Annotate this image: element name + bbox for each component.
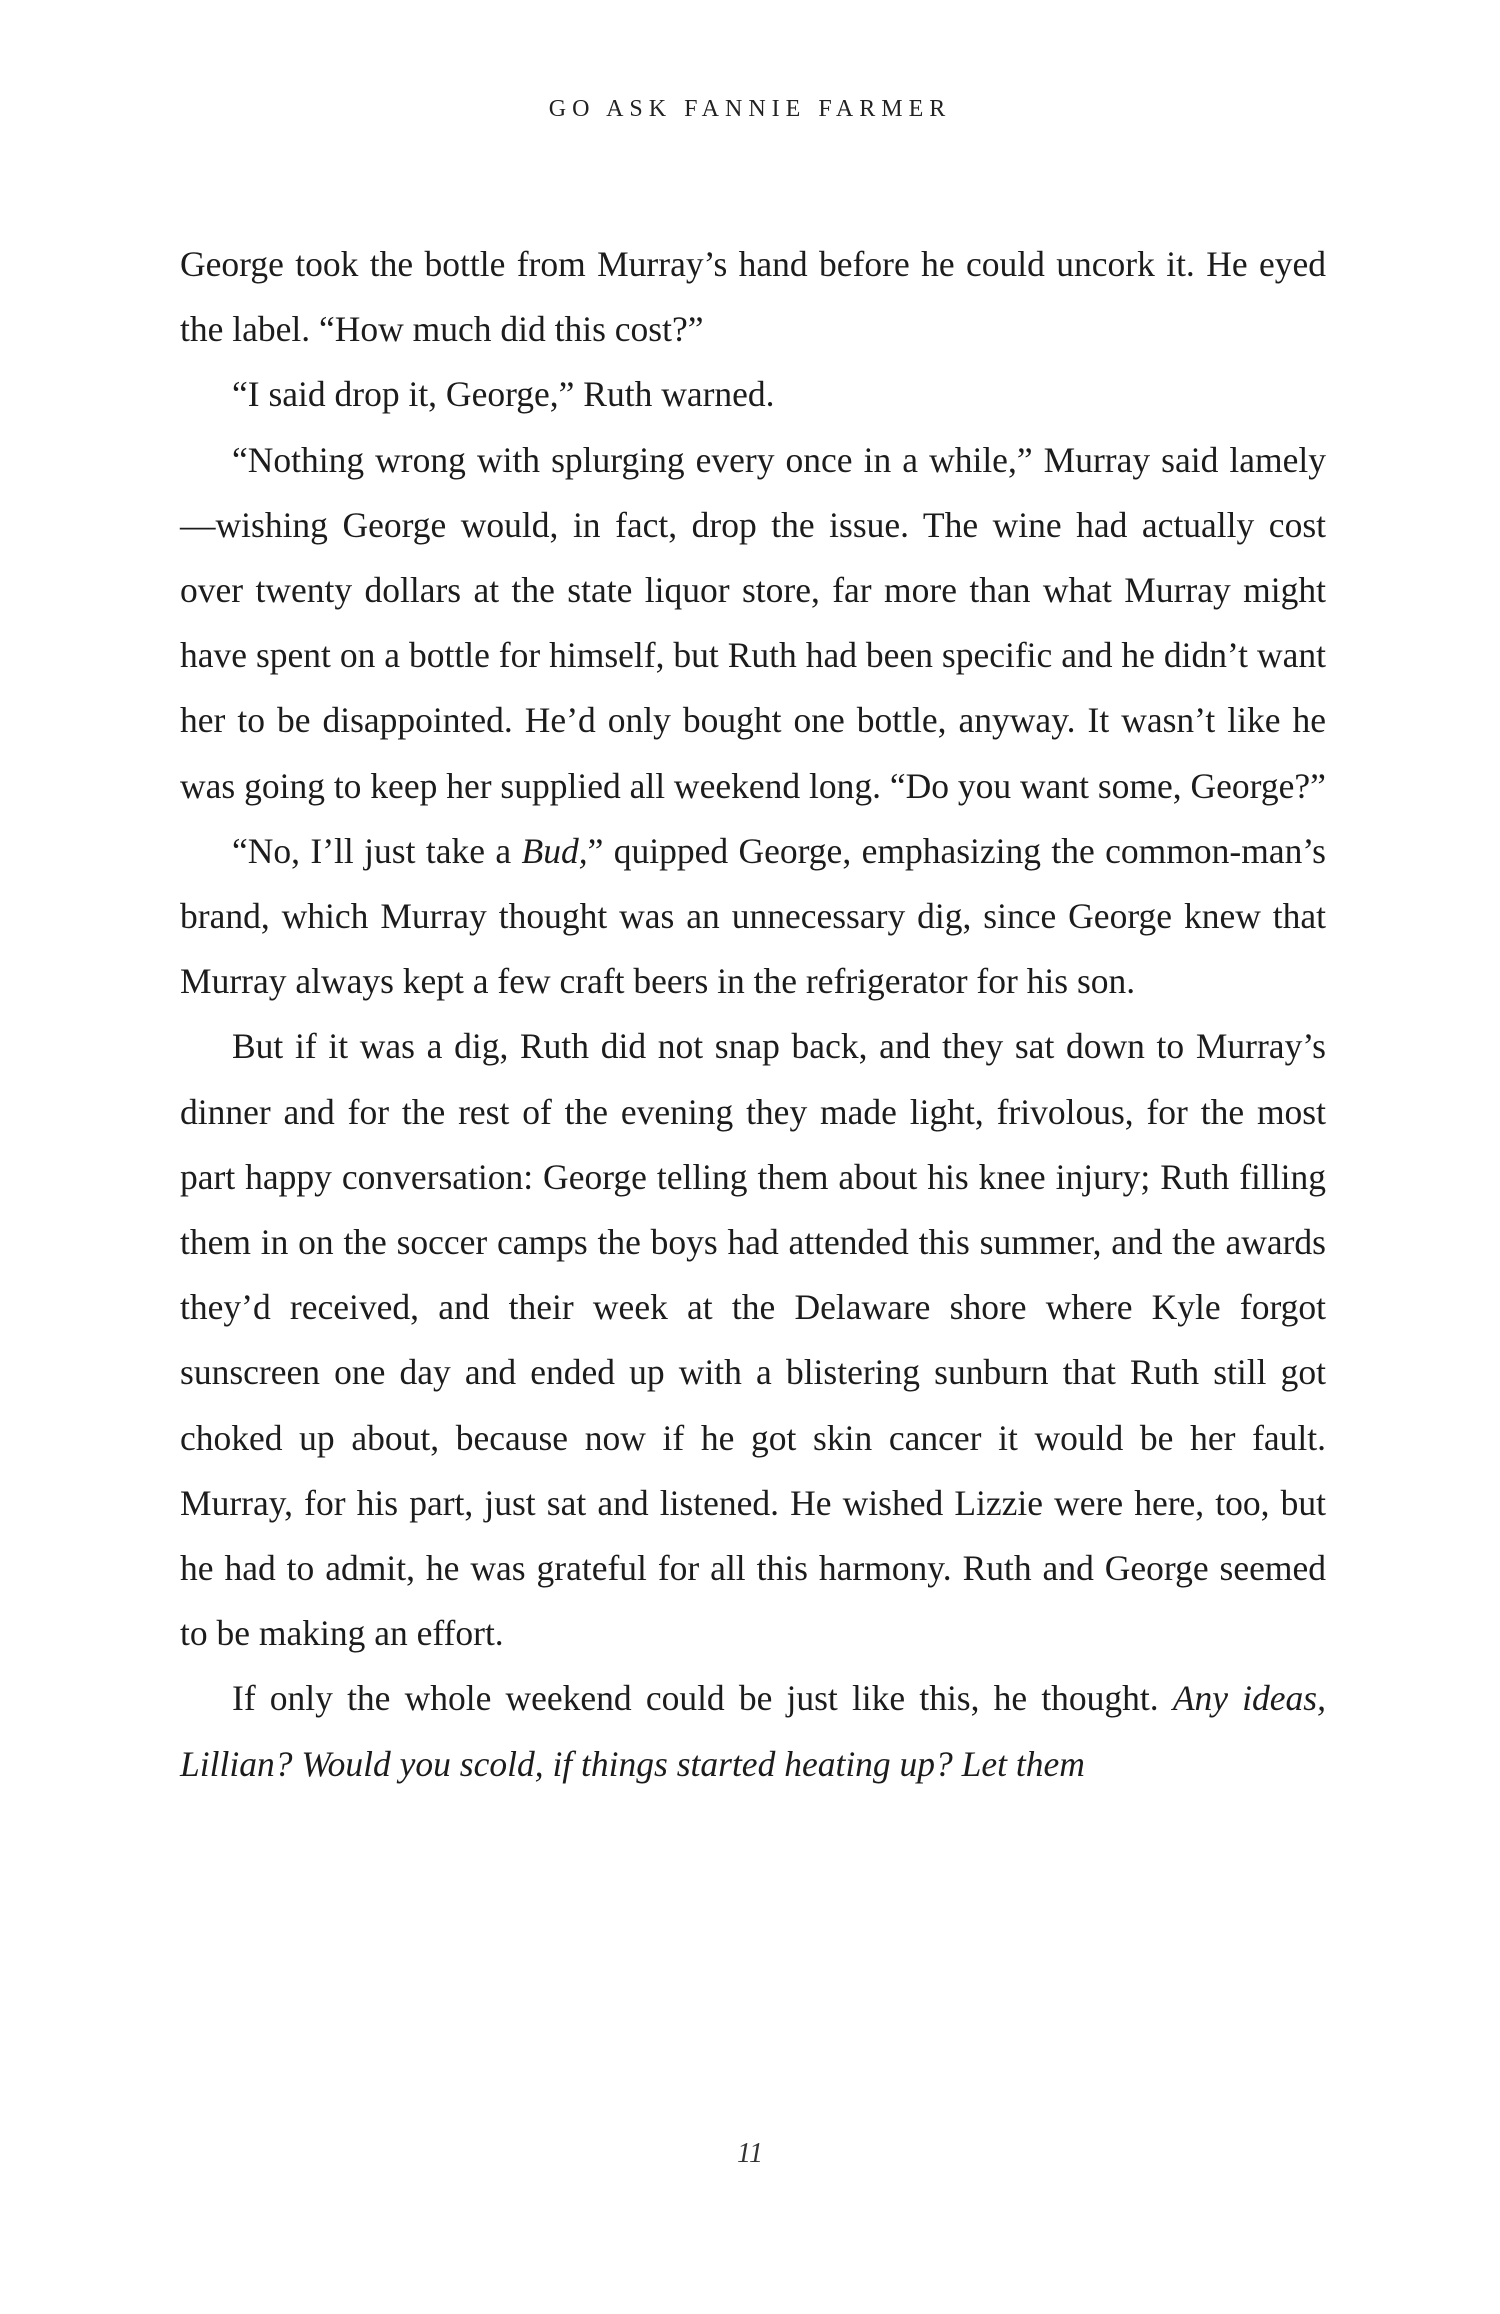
- paragraph: “Nothing wrong with splurging every once in a while,” Murray said lamely—wishing George would, in fact, drop the issue. The wine had actually cost over twenty dollars at the state liquor store, far more than what Murray might have spent on a bottle for himself, but Ruth had been specific and he didn’t want her to be disappointed. He’d only bought one bottle, anyway. It wasn’t like he was going to keep her supplied all weekend long. “Do you want some, George?”: [180, 439, 1326, 806]
- paragraph: George took the bottle from Murray’s hand before he could uncork it. He eyed the label. “How much did this cost?”: [180, 244, 1326, 350]
- paragraph: [180, 819, 1326, 1015]
- italic-emphasis: Bud,: [521, 830, 588, 871]
- paragraph: [180, 1666, 1326, 1796]
- paragraph: “I said drop it, George,” Ruth warned.: [232, 374, 775, 415]
- page-number: 11: [737, 2138, 763, 2169]
- italic-emphasis: Any ideas, Lillian? Would you scold, if things started heating up? Let them: [180, 1678, 1326, 1784]
- paragraph: But if it was a dig, Ruth did not snap back, and they sat down to Murray’s dinner and for the rest of the evening they made light, frivolous, for the most part happy conversation: George telling them about his knee injury; Ruth filling them in on the soccer camps the boys had attended this summer, and the awards they’d received, and their week at the Delaware shore where Kyle forgot sunscreen one day and ended up with a blistering sunburn that Ruth still got choked up about, because now if he got skin cancer it would be her fault. Murray, for his part, just sat and listened. He wished Lizzie were here, too, but he had to admit, he was grateful for all this harmony. Ruth and George seemed to be making an effort.: [180, 1026, 1326, 1654]
- body-text: [180, 232, 1326, 1797]
- paragraph-text: If only the whole weekend could be just like this, he thought.: [232, 1678, 1173, 1719]
- running-head: GO ASK FANNIE FARMER: [548, 96, 952, 122]
- paragraph-text: “No, I’ll just take a: [232, 830, 522, 871]
- paragraph-text: ” quipped George, emphasizing the common-man’s brand, which Murray thought was an unnecessary dig, since George knew that Murray always kept a few craft beers in the refrigerator for his son.: [180, 830, 1327, 1002]
